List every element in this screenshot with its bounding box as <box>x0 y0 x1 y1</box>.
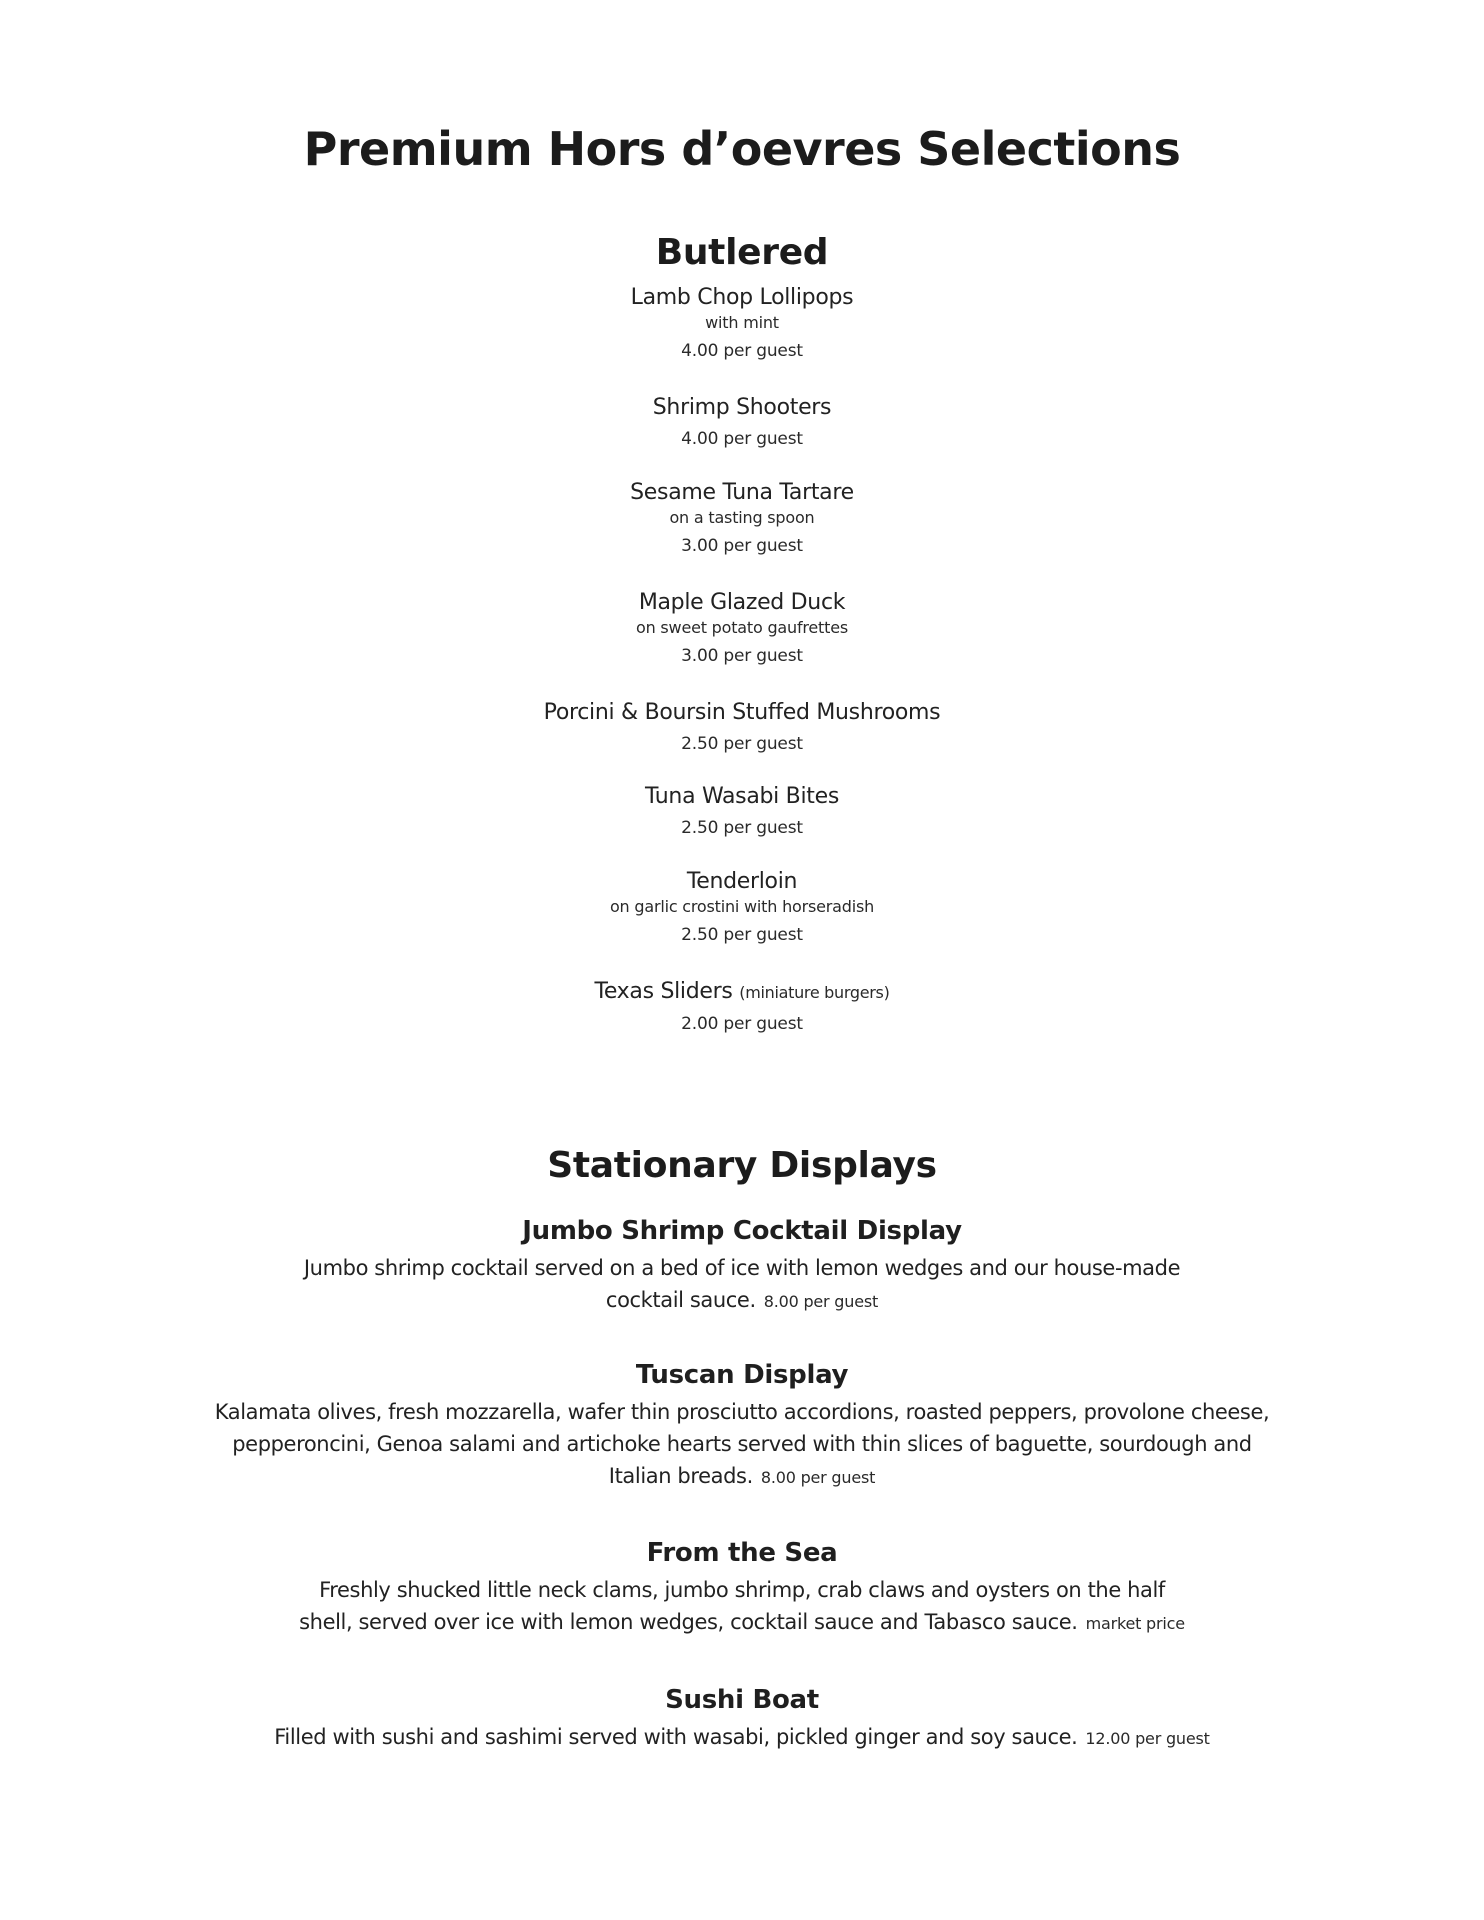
item-name: Shrimp Shooters <box>652 395 832 420</box>
item-price: 2.50 per guest <box>681 733 803 754</box>
display-price: 8.00 per guest <box>760 1468 876 1487</box>
butlered-item-tenderloin <box>0 868 1484 978</box>
display-description-block <box>202 1396 1282 1494</box>
display-description: Freshly shucked little neck clams, jumbo shrimp, crab claws and oysters on the half shell, served over ice with lemon wedges, cocktail sauce and Tabasco sauce. <box>299 1578 1165 1634</box>
display-name: Tuscan Display <box>635 1360 849 1390</box>
butlered-item-stuffed-mushrooms <box>0 699 1484 784</box>
item-price: 2.50 per guest <box>681 818 803 839</box>
butlered-item-texas-sliders <box>0 978 1484 1063</box>
item-price: 3.00 per guest <box>681 645 803 666</box>
display-price: 12.00 per guest <box>1085 1729 1210 1748</box>
display-jumbo-shrimp <box>0 1214 1484 1318</box>
item-note: with mint <box>705 313 779 332</box>
butlered-item-tuna-wasabi <box>0 783 1484 868</box>
item-inline-note: (miniature burgers) <box>739 982 890 1002</box>
display-name: Jumbo Shrimp Cocktail Display <box>522 1216 962 1246</box>
item-name: Lamb Chop Lollipops <box>630 285 854 310</box>
display-description: Kalamata olives, fresh mozzarella, wafer thin prosciutto accordions, roasted peppers, provolone cheese, pepperoncini, Genoa salami and artichoke hearts served with thin slices of baguette, sourdough and Italian breads. <box>214 1400 1270 1488</box>
item-price: 2.00 per guest <box>681 1013 803 1034</box>
display-description-block <box>302 1252 1182 1318</box>
display-tuscan <box>0 1358 1484 1494</box>
display-description-block <box>292 1574 1192 1640</box>
butlered-heading: Butlered <box>655 232 829 273</box>
butlered-item-lamb-chop <box>0 284 1484 394</box>
butlered-item-tuna-tartare <box>0 479 1484 589</box>
item-price: 3.00 per guest <box>681 535 803 556</box>
item-price: 4.00 per guest <box>681 429 803 449</box>
item-name: Sesame Tuna Tartare <box>630 479 854 505</box>
display-price: market price <box>1085 1614 1185 1633</box>
item-price: 4.00 per guest <box>681 341 803 361</box>
item-name: Porcini & Boursin Stuffed Mushrooms <box>543 699 941 725</box>
item-note: on a tasting spoon <box>669 507 815 527</box>
butlered-list <box>0 284 1484 1062</box>
display-description: Jumbo shrimp cocktail served on a bed of ice with lemon wedges and our house-made cocktail sauce. <box>303 1256 1181 1312</box>
item-name: Tuna Wasabi Bites <box>644 784 840 810</box>
display-price: 8.00 per guest <box>763 1292 879 1311</box>
display-name: Sushi Boat <box>665 1685 819 1715</box>
item-name: Tenderloin <box>686 868 798 894</box>
stationary-heading: Stationary Displays <box>547 1145 937 1186</box>
item-price: 2.50 per guest <box>681 924 803 945</box>
display-from-the-sea <box>0 1536 1484 1640</box>
item-name: Maple Glazed Duck <box>638 589 846 615</box>
display-description-block <box>172 1721 1312 1755</box>
item-name-row <box>0 978 1484 1007</box>
page-title: Premium Hors d’oevres Selections <box>303 122 1181 176</box>
item-note: on sweet potato gaufrettes <box>636 617 848 637</box>
display-name: From the Sea <box>646 1538 838 1568</box>
item-name: Texas Sliders <box>594 978 733 1004</box>
butlered-item-shrimp-shooters <box>0 394 1484 479</box>
butlered-item-maple-duck <box>0 589 1484 699</box>
display-description: Filled with sushi and sashimi served with wasabi, pickled ginger and soy sauce. <box>274 1725 1078 1749</box>
display-sushi-boat <box>0 1683 1484 1755</box>
item-note: on garlic crostini with horseradish <box>609 896 875 916</box>
